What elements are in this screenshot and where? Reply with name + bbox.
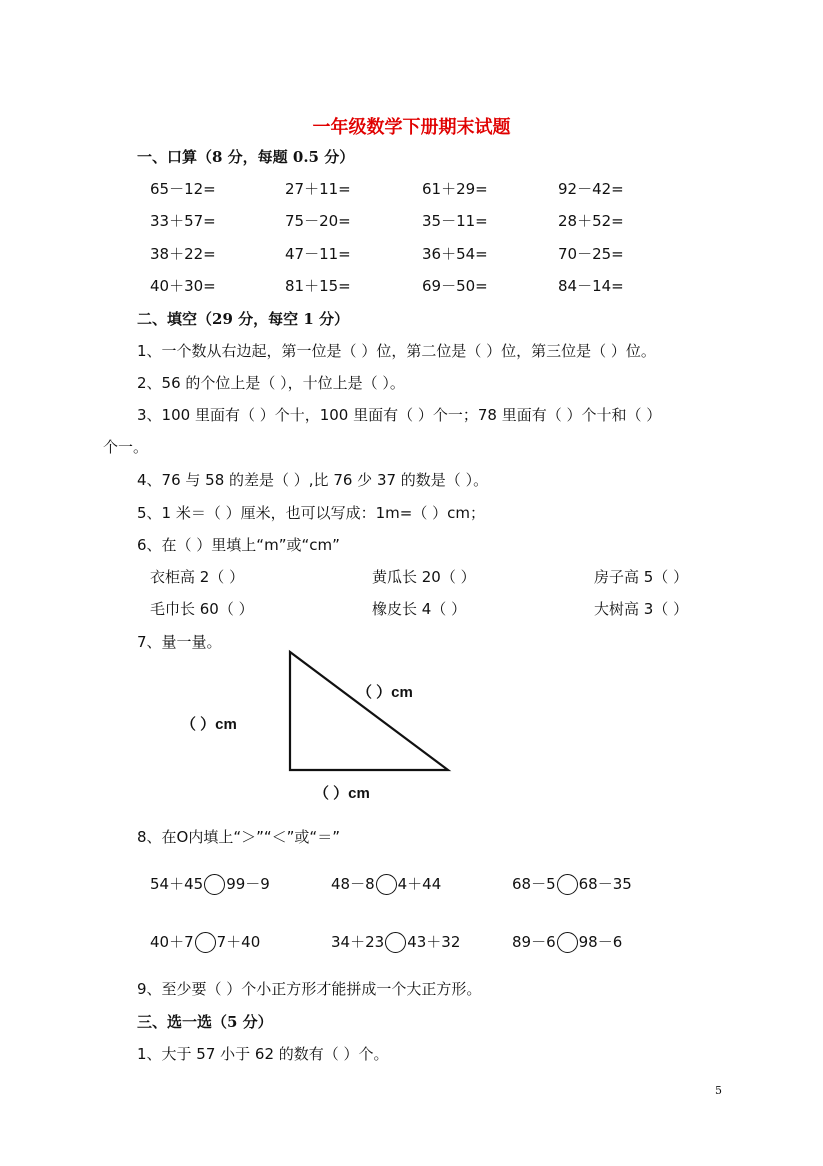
- oral-item: 40＋30=: [150, 277, 216, 295]
- unit-item: 衣柜高 2（ ）: [150, 568, 245, 586]
- question-text: 个一。: [103, 438, 149, 456]
- oral-item: 27＋11=: [285, 180, 351, 198]
- section2-heading: 二、填空（29 分，每空 1 分）: [137, 310, 349, 328]
- hypotenuse-label: （ ）cm: [357, 684, 413, 701]
- compare-item: 34＋23 43＋32: [331, 933, 461, 951]
- question-text: 8、在O内填上“＞”“＜”或“＝”: [137, 828, 340, 846]
- oral-item: 69－50=: [422, 277, 488, 295]
- oral-item: 65－12=: [150, 180, 216, 198]
- oral-item: 28＋52=: [558, 212, 624, 230]
- compare-item: 48－8 4＋44: [331, 875, 442, 893]
- question-text: 3、100 里面有（ ）个十，100 里面有（ ）个一；78 里面有（ ）个十和（ ）: [137, 406, 662, 424]
- unit-item: 黄瓜长 20（ ）: [372, 568, 476, 586]
- compare-item: 40＋7 7＋40: [150, 933, 261, 951]
- unit-item: 大树高 3（ ）: [594, 600, 689, 618]
- question-text: 4、76 与 58 的差是（ ）,比 76 少 37 的数是（ ）。: [137, 471, 489, 489]
- oral-item: 61＋29=: [422, 180, 488, 198]
- oral-item: 70－25=: [558, 245, 624, 263]
- compare-circle[interactable]: [557, 932, 578, 953]
- unit-item: 毛巾长 60（ ）: [150, 600, 254, 618]
- question-text: 7、量一量。: [137, 633, 222, 651]
- bottom-side-label: （ ）cm: [314, 785, 370, 802]
- oral-item: 33＋57=: [150, 212, 216, 230]
- question-text: 5、1 米＝（ ）厘米，也可以写成：1m=（ ）cm；: [137, 504, 485, 522]
- unit-item: 房子高 5（ ）: [594, 568, 689, 586]
- unit-item: 橡皮长 4（ ）: [372, 600, 467, 618]
- compare-circle[interactable]: [376, 874, 397, 895]
- section1-heading: 一、口算（8 分，每题 0.5 分）: [137, 148, 355, 166]
- left-side-label: （ ）cm: [181, 716, 237, 733]
- oral-item: 84－14=: [558, 277, 624, 295]
- compare-circle[interactable]: [204, 874, 225, 895]
- oral-item: 92－42=: [558, 180, 624, 198]
- oral-item: 75－20=: [285, 212, 351, 230]
- compare-item: 68－5 68－35: [512, 875, 632, 893]
- section3-heading: 三、选一选（5 分）: [137, 1013, 273, 1031]
- oral-item: 35－11=: [422, 212, 488, 230]
- page-number: 5: [715, 1084, 722, 1097]
- oral-item: 38＋22=: [150, 245, 216, 263]
- compare-circle[interactable]: [385, 932, 406, 953]
- question-text: 9、至少要（ ）个小正方形才能拼成一个大正方形。: [137, 980, 482, 998]
- compare-item: 54＋45 99－9: [150, 875, 270, 893]
- question-text: 2、56 的个位上是（ ），十位上是（ ）。: [137, 374, 405, 392]
- compare-circle[interactable]: [557, 874, 578, 895]
- oral-item: 81＋15=: [285, 277, 351, 295]
- compare-item: 89－6 98－6: [512, 933, 623, 951]
- compare-circle[interactable]: [195, 932, 216, 953]
- page-title: 一年级数学下册期末试题: [312, 117, 511, 138]
- question-text: 1、一个数从右边起，第一位是（ ）位，第二位是（ ）位，第三位是（ ）位。: [137, 342, 656, 360]
- question-text: 6、在（ ）里填上“m”或“cm”: [137, 536, 340, 554]
- oral-item: 36＋54=: [422, 245, 488, 263]
- oral-item: 47－11=: [285, 245, 351, 263]
- question-text: 1、大于 57 小于 62 的数有（ ）个。: [137, 1045, 389, 1063]
